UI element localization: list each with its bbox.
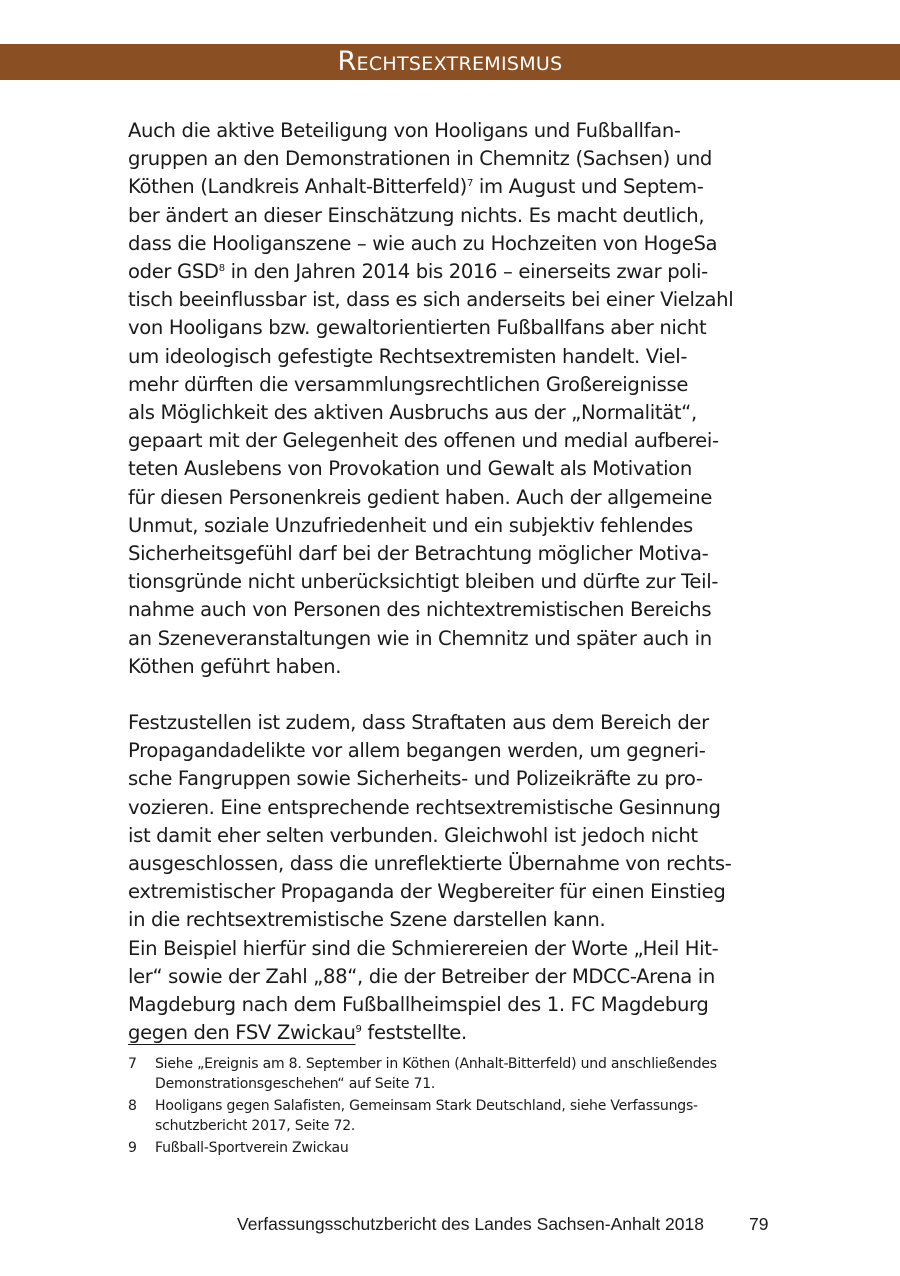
footnote-number: 7 [128, 1056, 137, 1072]
text-line: an Szeneveranstaltungen wie in Chemnitz und später auch in [128, 626, 712, 650]
text-line: ler“ sowie der Zahl „88“, die der Betreiber der MDCC-Arena in [128, 964, 715, 988]
chapter-title: Rechtsextremismus [337, 46, 563, 77]
text-line: Festzustellen ist zudem, dass Straftaten aus dem Bereich der [128, 711, 709, 734]
text-line: Köthen (Landkreis Anhalt-Bitterfeld)$^7$ im August und Septem- [128, 175, 704, 199]
text-line: extremistischer Propaganda der Wegbereiter für einen Einstieg [128, 880, 726, 904]
text-line: dass die Hooliganszene – wie auch zu Hochzeiten von HogeSa [128, 231, 718, 255]
footnote-number: 9 [128, 1140, 137, 1156]
footnote-text: schutzbericht 2017, Seite 72. [155, 1118, 356, 1134]
text-line: von Hooligans bzw. gewaltorientierten Fußballfans aber nicht [128, 316, 707, 340]
text-line: Ein Beispiel hierfür sind die Schmierereien der Worte „Heil Hit- [128, 936, 719, 960]
text-line: mehr dürften die versammlungsrechtlichen Großereignisse [128, 372, 689, 396]
text-line: tionsgründe nicht unberücksichtigt bleiben und dürfte zur Teil- [128, 570, 719, 594]
text-line: ber ändert an dieser Einschätzung nichts. Es macht deutlich, [128, 203, 705, 227]
text-line: Unmut, soziale Unzufriedenheit und ein subjektiv fehlendes [128, 513, 693, 537]
text-line: nahme auch von Personen des nichtextremistischen Bereichs [128, 598, 712, 622]
footnote-reference[interactable]: 8 [218, 263, 225, 275]
footnote-item [128, 1096, 788, 1136]
text-line: Köthen geführt haben. [128, 654, 342, 678]
text-line: gegen den FSV Zwickau$^9$ feststellte. [128, 1021, 467, 1045]
text-line: teten Auslebens von Provokation und Gewalt als Motivation [128, 457, 692, 481]
text-line: gepaart mit der Gelegenheit des offenen und medial aufberei- [128, 429, 719, 453]
footnote-text: Fußball-Sportverein Zwickau [155, 1140, 349, 1156]
text-line: vozieren. Eine entsprechende rechtsextremistische Gesinnung [128, 795, 721, 819]
text-line: in die rechtsextremistische Szene darstellen kann. [128, 908, 606, 932]
footnote-item [128, 1138, 788, 1158]
footnote-text: Demonstrationsgeschehen“ auf Seite 71. [155, 1076, 436, 1092]
body-paragraph-2 [128, 709, 788, 1047]
page-footer [0, 1214, 900, 1238]
footer-publication-title: Verfassungsschutzbericht des Landes Sachsen-Anhalt 2018 [237, 1214, 704, 1234]
footnote-text: Siehe „Ereignis am 8. September in Köthen (Anhalt-Bitterfeld) und anschließendes [155, 1056, 717, 1072]
footnote-reference[interactable]: 9 [355, 1024, 362, 1036]
text-line: ausgeschlossen, dass die unreflektierte Übernahme von rechts- [128, 852, 732, 876]
text-line: Propagandadelikte vor allem begangen werden, um gegneri- [128, 739, 706, 763]
text-line: tisch beeinflussbar ist, dass es sich anderseits bei einer Vielzahl [128, 288, 734, 312]
footnote-reference[interactable]: 7 [466, 178, 473, 190]
text-line: gruppen an den Demonstrationen in Chemnitz (Sachsen) und [128, 147, 712, 171]
text-line: Auch die aktive Beteiligung von Hooligans und Fußballfan- [128, 119, 681, 142]
text-line: für diesen Personenkreis gedient haben. Auch der allgemeine [128, 485, 713, 509]
text-line: sche Fangruppen sowie Sicherheits- und Polizeikräfte zu pro- [128, 767, 703, 791]
text-line: um ideologisch gefestigte Rechtsextremisten handelt. Viel- [128, 344, 688, 368]
text-line: oder GSD$^8$ in den Jahren 2014 bis 2016 – einerseits zwar poli- [128, 260, 708, 284]
page-number: 79 [749, 1214, 769, 1234]
text-line: Sicherheitsgefühl darf bei der Betrachtung möglicher Motiva- [128, 542, 709, 566]
chapter-header-bar [0, 44, 900, 80]
footnote-item [128, 1054, 788, 1094]
footnotes [128, 1054, 788, 1158]
text-line: als Möglichkeit des aktiven Ausbruchs aus der „Normalität“, [128, 401, 697, 425]
text-line: Magdeburg nach dem Fußballheimspiel des 1. FC Magdeburg [128, 993, 709, 1017]
text-line: ist damit eher selten verbunden. Gleichwohl ist jedoch nicht [128, 823, 698, 847]
body-paragraph-1 [128, 117, 788, 681]
footnote-text: Hooligans gegen Salafisten, Gemeinsam Stark Deutschland, siehe Verfassungs- [155, 1098, 698, 1114]
footnote-number: 8 [128, 1098, 137, 1114]
